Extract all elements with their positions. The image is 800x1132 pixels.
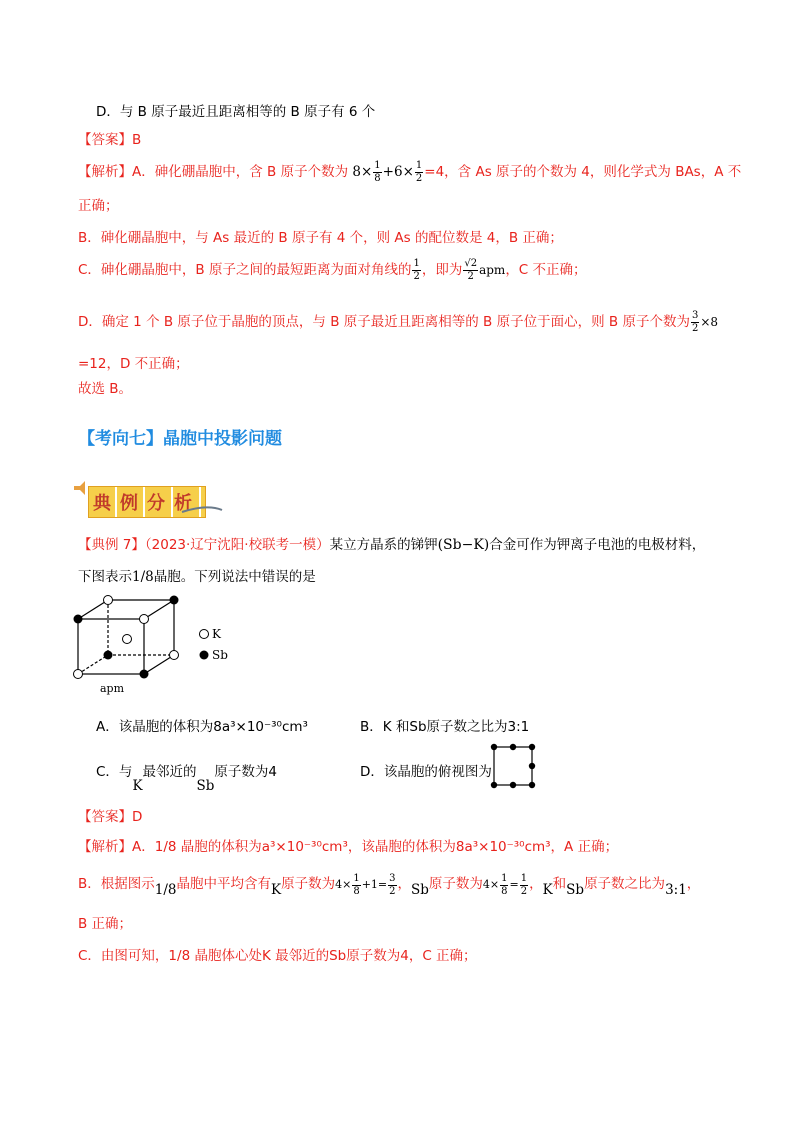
badge-label: 典例分析	[88, 486, 206, 518]
analysis-2-line-c: C．由图可知，1/8 晶胞体心处K 最邻近的Sb原子数为4，C 正确；	[78, 948, 477, 964]
example-line-1: 【典例 7】（2023·辽宁沈阳·校联考一模）某立方晶系的锑钾(Sb−K)合金可作为钾离子电池的电极材料，	[78, 537, 706, 553]
answer-tag: 【答案】	[78, 132, 132, 148]
legend-k-marker	[200, 630, 209, 639]
analysis-1-line-d: D．确定 1 个 B 原子位于晶胞的顶点，与 B 原子最近且距离相等的 B 原子位于面心，则 B 原子个数为 $\frac{3}{2}$ ×8	[78, 309, 719, 334]
option-d-previous: D．与 B 原子最近且距离相等的 B 原子有 6 个	[96, 104, 376, 120]
answer-1	[78, 128, 141, 148]
analysis-a-math: 8× $\frac{1}{8}$ +6× $\frac{1}{2}$	[352, 160, 423, 184]
atom-sb	[170, 596, 179, 605]
analysis-1-line-b: B．砷化硼晶胞中，与 As 最近的 B 原子有 4 个，则 As 的配位数是 4，B 正确；	[78, 230, 563, 246]
analysis-1-line-a2: 正确；	[78, 198, 119, 214]
analysis-tag: 【解析】	[78, 164, 132, 180]
atom-k	[140, 615, 149, 624]
option-b: B．K 和Sb原子数之比为3:1	[360, 719, 530, 735]
analysis-1-conclusion: 故选 B。	[78, 381, 133, 397]
section-title: 【考向七】晶胞中投影问题	[78, 429, 282, 449]
option-a: A．该晶胞的体积为8a³×10⁻³⁰cm³	[96, 719, 308, 735]
option-c: C．与K最邻近的Sb原子数为4	[96, 764, 278, 794]
example-line-2: 下图表示1/8晶胞。下列说法中错误的是	[78, 569, 316, 585]
cube-figure	[70, 592, 250, 702]
atom-sb	[140, 670, 149, 679]
analysis-a-text: A．砷化硼晶胞中，含 B 原子个数为	[132, 164, 349, 180]
legend-sb-marker	[200, 651, 209, 660]
atom-sb	[104, 651, 113, 660]
atom-k	[123, 635, 132, 644]
analysis-1-line-c: C．砷化硼晶胞中，B 原子之间的最短距离为面对角线的 $\frac{1}{2}$ ，即为 $\frac{√2}{2}$ apm，C 不正确；	[78, 257, 587, 282]
top-view-figure	[486, 739, 542, 791]
answer-2: 【答案】D	[78, 809, 143, 825]
analysis-2-line-a: 【解析】A．1/8 晶胞的体积为a³×10⁻³⁰cm³，该晶胞的体积为8a³×10⁻³⁰cm³，A 正确；	[78, 839, 619, 855]
analysis-1-line-a	[78, 160, 741, 184]
example-badge	[72, 478, 232, 518]
badge-swoosh	[72, 478, 232, 518]
atom-k	[104, 596, 113, 605]
atom-sb	[74, 615, 83, 624]
analysis-a-post: =4，含 As 原子的个数为 4，则化学式为 BAs，A 不	[424, 164, 742, 180]
atom-k	[74, 670, 83, 679]
analysis-2-line-b: B．根据图示1/8晶胞中平均含有K原子数为4× $\frac{1}{8}$ +1= $\frac{3}{2}$ ，Sb原子数为4× $\frac{1}{8}$ = $\frac{1}{2}$ ，K和Sb原子数之比为3:1，	[78, 872, 701, 898]
cube-dimension-label: apm	[100, 682, 125, 695]
answer-value: B	[132, 132, 142, 148]
legend-sb-label: Sb	[212, 648, 228, 662]
atom-k	[170, 651, 179, 660]
legend-k-label: K	[212, 627, 221, 641]
analysis-1-line-d2: =12，D 不正确；	[78, 356, 189, 372]
analysis-2-line-b2: B 正确；	[78, 916, 133, 932]
option-d: D．该晶胞的俯视图为	[360, 764, 492, 780]
